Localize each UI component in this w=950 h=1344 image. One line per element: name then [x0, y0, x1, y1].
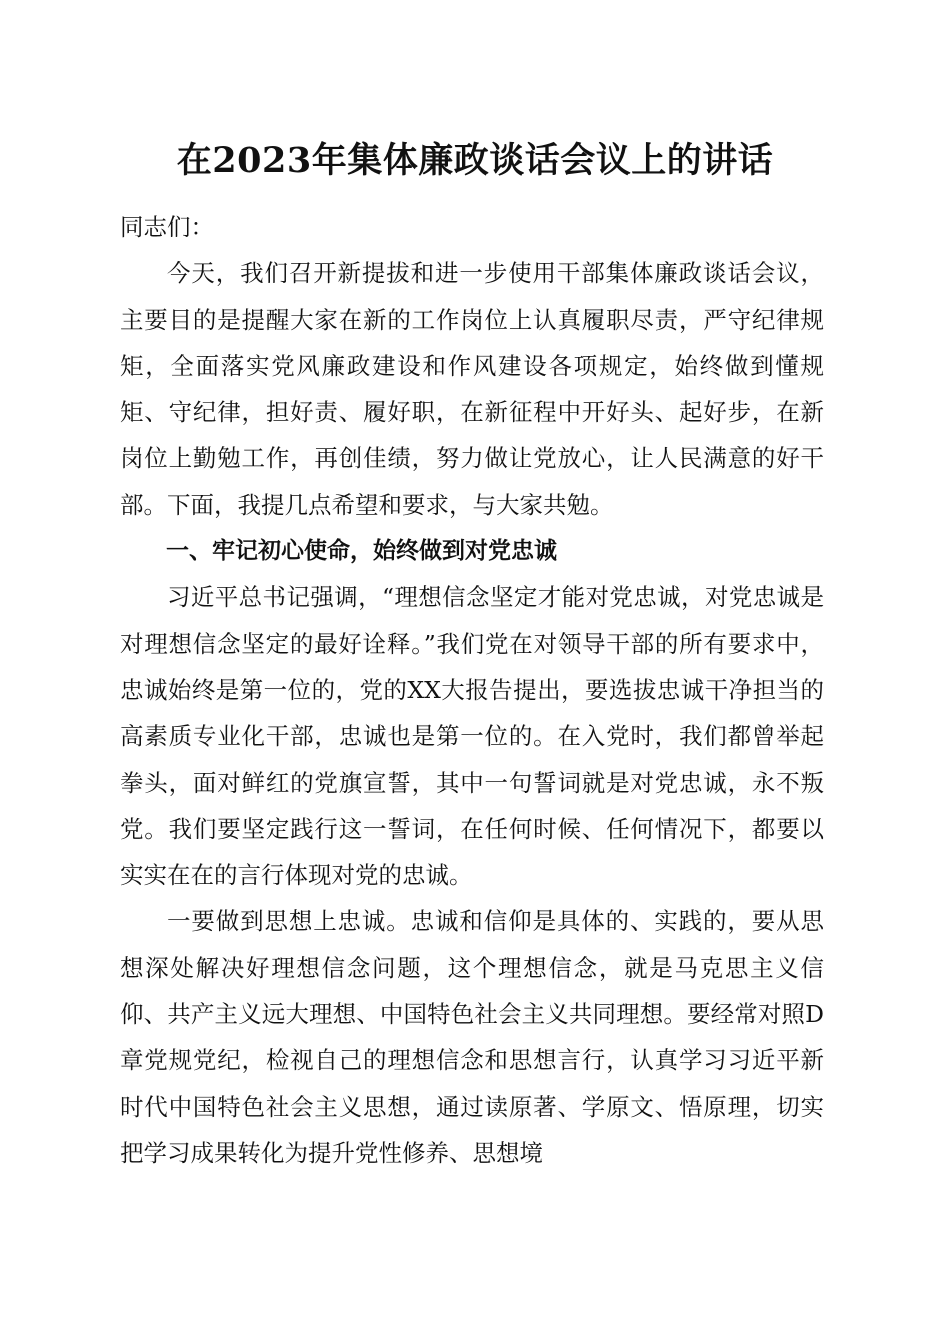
paragraph-intro: 今天，我们召开新提拔和进一步使用干部集体廉政谈话会议，主要目的是提醒大家在新的工作岗位上认真履职尽责，严守纪律规矩，全面落实党风廉政建设和作风建设各项规定，始终做到懂规矩、守纪律，担好责、履好职，在新征程中开好头、起好步，在新岗位上勤勉工作，再创佳绩，努力做让党放心，让人民满意的好干部。下面，我提几点希望和要求，与大家共勉。	[120, 259, 824, 519]
document-body	[120, 204, 824, 1176]
paragraph-loyalty: 习近平总书记强调，“理想信念坚定才能对党忠诚，对党忠诚是对理想信念坚定的最好诠释。”我们党在对领导干部的所有要求中，忠诚始终是第一位的，党的XX大报告提出，要选拔忠诚干净担当的高素质专业化干部，忠诚也是第一位的。在入党时，我们都曾举起拳头，面对鲜红的党旗宣誓，其中一句誓词就是对党忠诚，永不叛党。我们要坚定践行这一誓词，在任何时候、任何情况下，都要以实实在在的言行体现对党的忠诚。	[120, 583, 824, 890]
section-heading-1: 一、牢记初心使命，始终做到对党忠诚	[166, 538, 557, 565]
salutation: 同志们：	[120, 213, 214, 241]
document-title: 在2023年集体廉政谈话会议上的讲话	[176, 140, 774, 181]
paragraph-ideological-loyalty: 一要做到思想上忠诚。忠诚和信仰是具体的、实践的，要从思想深处解决好理想信念问题，这个理想信念，就是马克思主义信仰、共产主义远大理想、中国特色社会主义共同理想。要经常对照D章党规党纪，检视自己的理想信念和思想言行，认真学习习近平新时代中国特色社会主义思想，通过读原著、学原文、悟原理，切实把学习成果转化为提升党性修养、思想境	[120, 907, 824, 1167]
